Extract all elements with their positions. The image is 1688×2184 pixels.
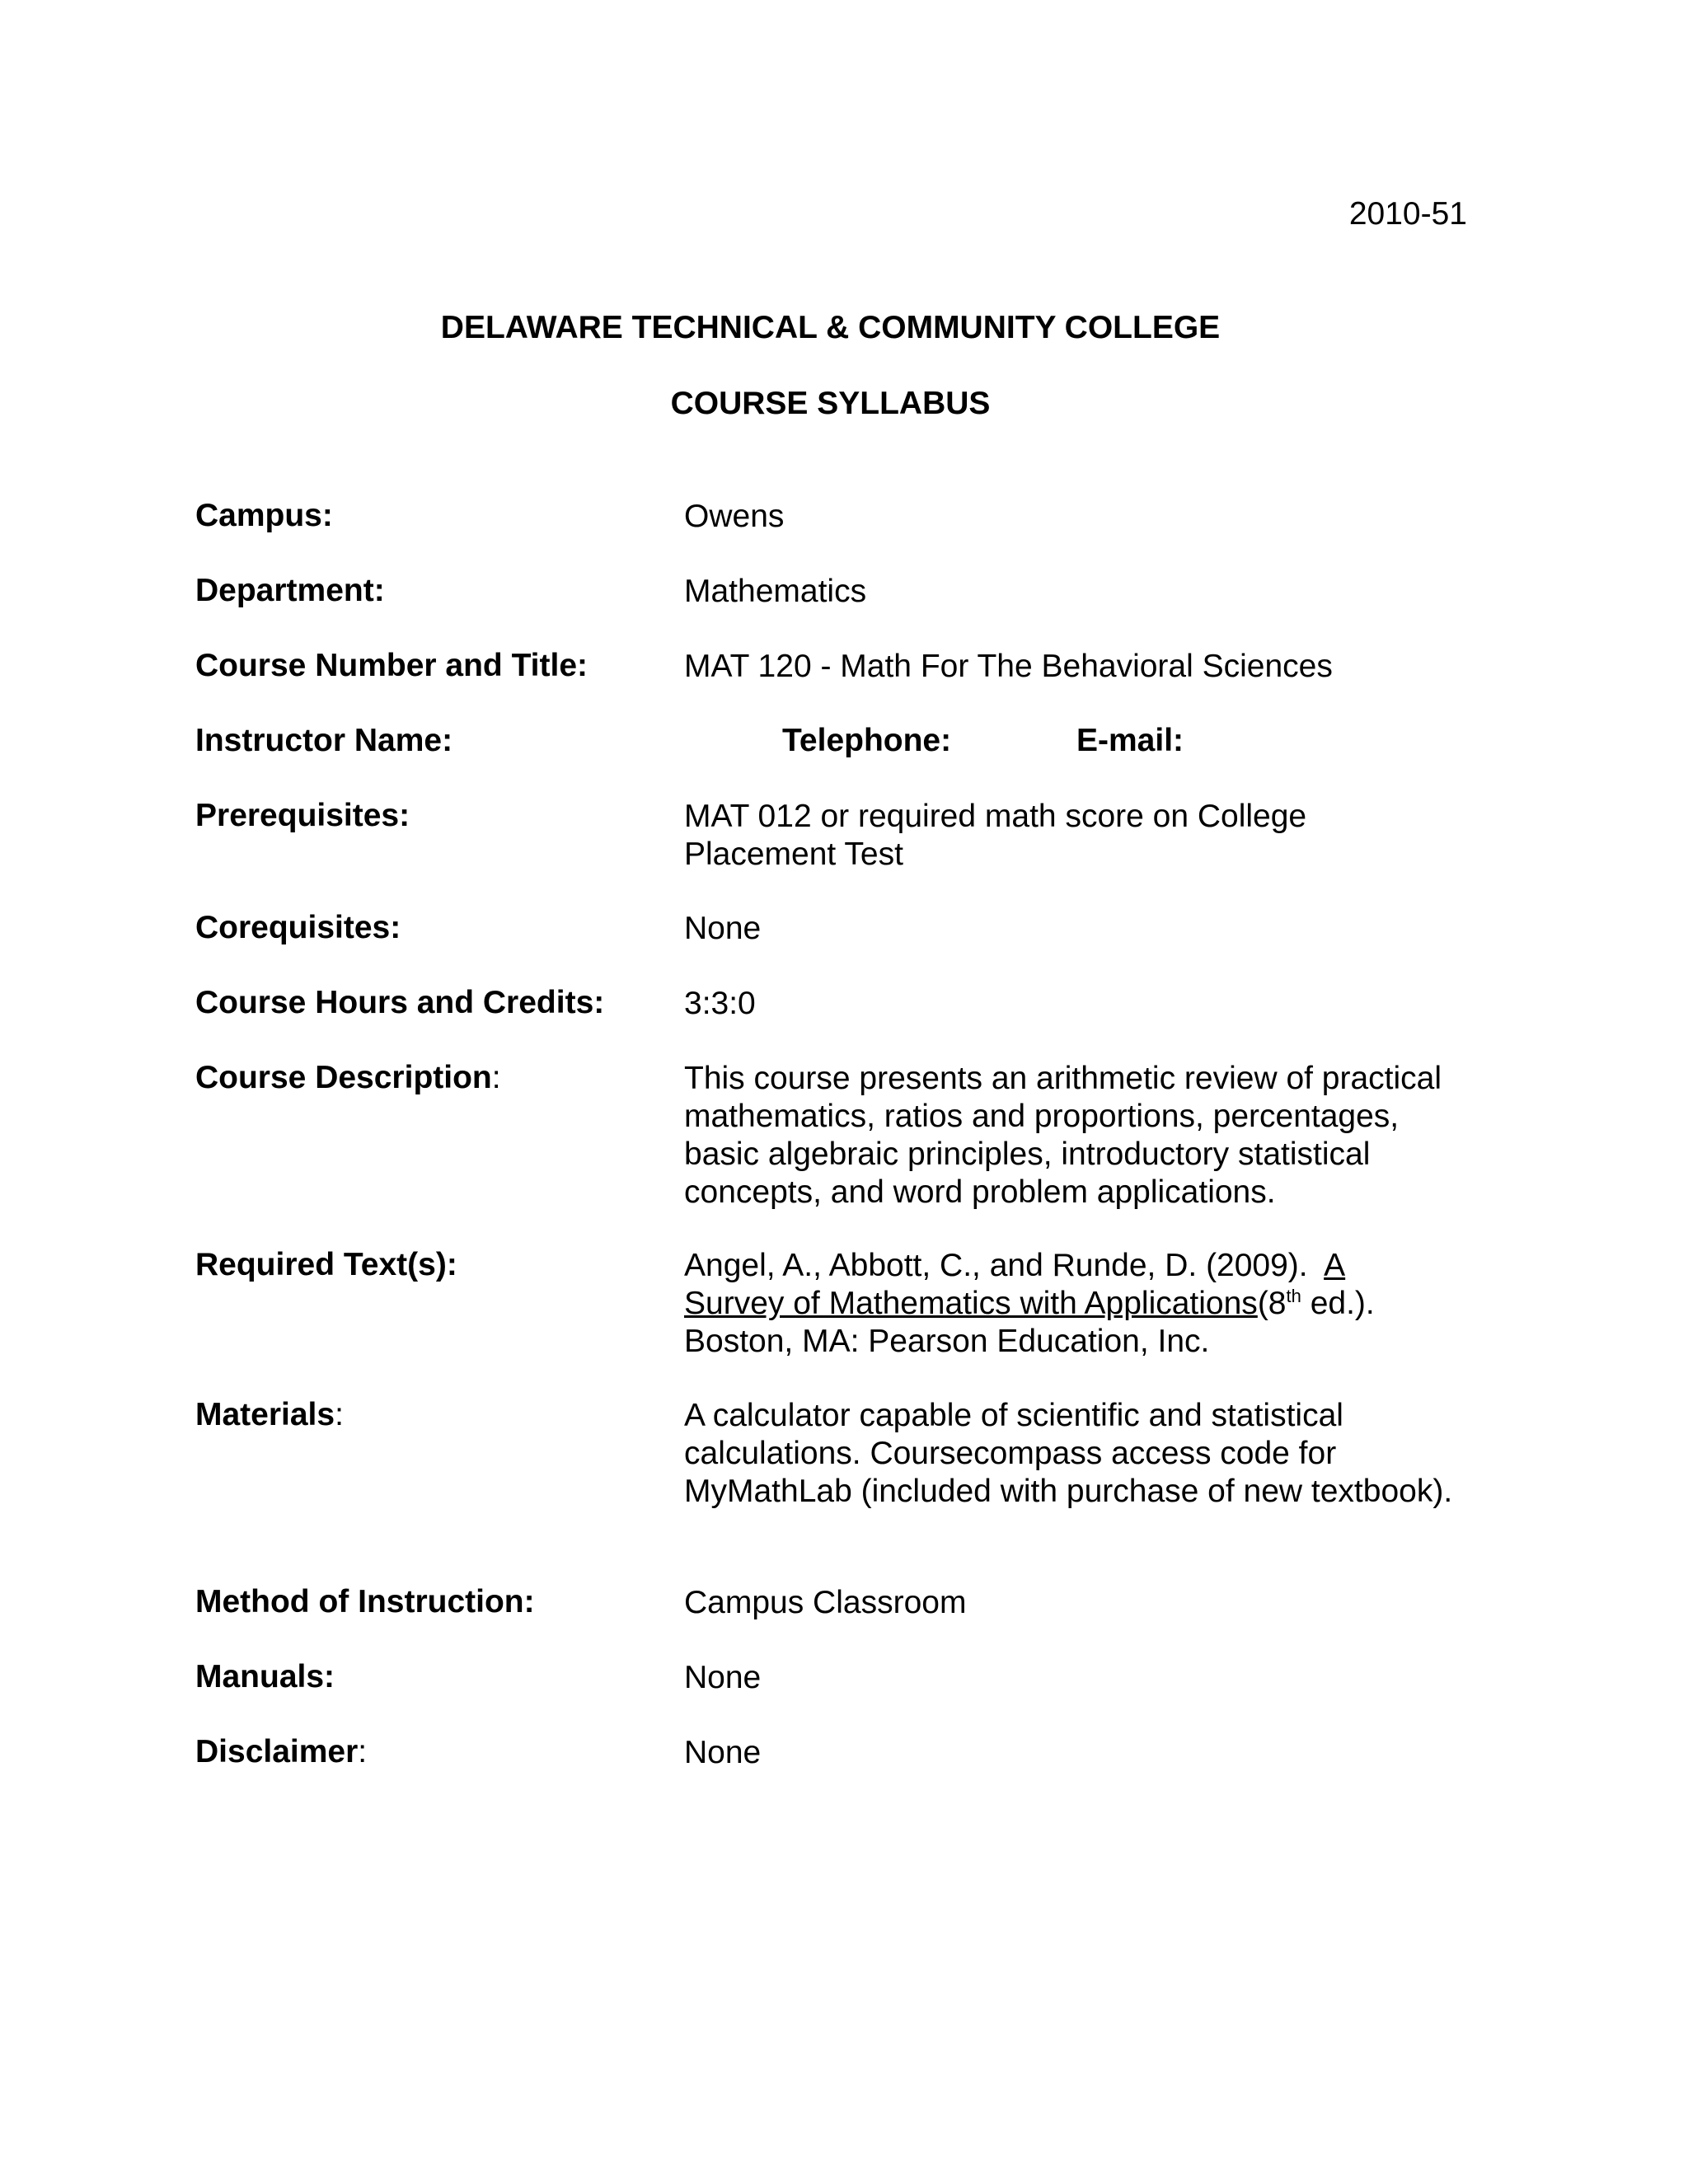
disclaimer-label (195, 1734, 367, 1770)
description-line: concepts, and word problem applications. (684, 1174, 1276, 1210)
method-value: Campus Classroom (684, 1585, 967, 1620)
citation-line-2 (684, 1285, 1508, 1323)
required-texts-row (195, 1247, 1481, 1379)
prerequisites-line: Placement Test (684, 837, 903, 872)
campus-value: Owens (684, 499, 785, 534)
citation-authors: Angel, A., Abbott, C., and Runde, D. (2009). (684, 1248, 1325, 1283)
description-label-text: Course Description (195, 1060, 492, 1095)
citation-title: Survey of Mathematics with Applications (684, 1286, 1258, 1321)
telephone-label: Telephone: (782, 723, 952, 758)
description-value (684, 1060, 1508, 1212)
course-title-label: Course Number and Title: (195, 648, 588, 683)
citation-line-3: Boston, MA: Pearson Education, Inc. (684, 1324, 1210, 1359)
materials-label-text: Materials (195, 1397, 335, 1432)
required-texts-value (684, 1247, 1508, 1361)
citation-edition-sup: th (1286, 1286, 1301, 1306)
required-texts-label: Required Text(s): (195, 1247, 457, 1282)
instructor-label: Instructor Name: (195, 723, 453, 758)
disclaimer-value: None (684, 1735, 762, 1770)
disclaimer-label-text: Disclaimer (195, 1734, 359, 1769)
page-title: COURSE SYLLABUS (670, 386, 991, 421)
email-label: E-mail: (1076, 723, 1184, 758)
course-title-value: MAT 120 - Math For The Behavioral Sciences (684, 649, 1333, 684)
citation-title-start: A (1324, 1248, 1346, 1283)
institution-heading: DELAWARE TECHNICAL & COMMUNITY COLLEGE (440, 310, 1221, 345)
description-line: mathematics, ratios and proportions, percentages, (684, 1099, 1400, 1134)
description-label (195, 1060, 501, 1096)
materials-row (195, 1397, 1481, 1562)
prerequisites-line: MAT 012 or required math score on College (684, 799, 1307, 834)
citation-edition-num: (8 (1257, 1286, 1287, 1321)
method-label: Method of Instruction: (195, 1584, 535, 1619)
materials-label (195, 1397, 344, 1433)
prerequisites-value (684, 798, 1508, 874)
description-row (195, 1060, 1481, 1249)
materials-line: A calculator capable of scientific and statistical (684, 1398, 1343, 1433)
prerequisites-label: Prerequisites: (195, 798, 410, 833)
materials-line: MyMathLab (included with purchase of new textbook). (684, 1474, 1453, 1509)
corequisites-value: None (684, 911, 762, 946)
disclaimer-label-colon: : (358, 1734, 368, 1769)
hours-credits-label: Course Hours and Credits: (195, 985, 605, 1020)
corequisites-label: Corequisites: (195, 910, 401, 945)
description-label-colon: : (491, 1060, 501, 1095)
materials-value (684, 1397, 1508, 1511)
description-line: This course presents an arithmetic review of practical (684, 1061, 1442, 1096)
department-label: Department: (195, 573, 385, 608)
manuals-label: Manuals: (195, 1659, 335, 1694)
department-value: Mathematics (684, 574, 867, 609)
description-line: basic algebraic principles, introductory statistical (684, 1137, 1371, 1172)
document-code: 2010-51 (1348, 196, 1467, 232)
citation-line-1 (684, 1247, 1508, 1285)
disclaimer-row (195, 1734, 1481, 1866)
materials-label-colon: : (335, 1397, 344, 1432)
manuals-value: None (684, 1660, 762, 1695)
citation-edition-rest: ed.). (1301, 1286, 1375, 1321)
materials-line: calculations. Coursecompass access code for (684, 1436, 1337, 1471)
hours-credits-value: 3:3:0 (684, 986, 756, 1021)
campus-label: Campus: (195, 498, 333, 533)
